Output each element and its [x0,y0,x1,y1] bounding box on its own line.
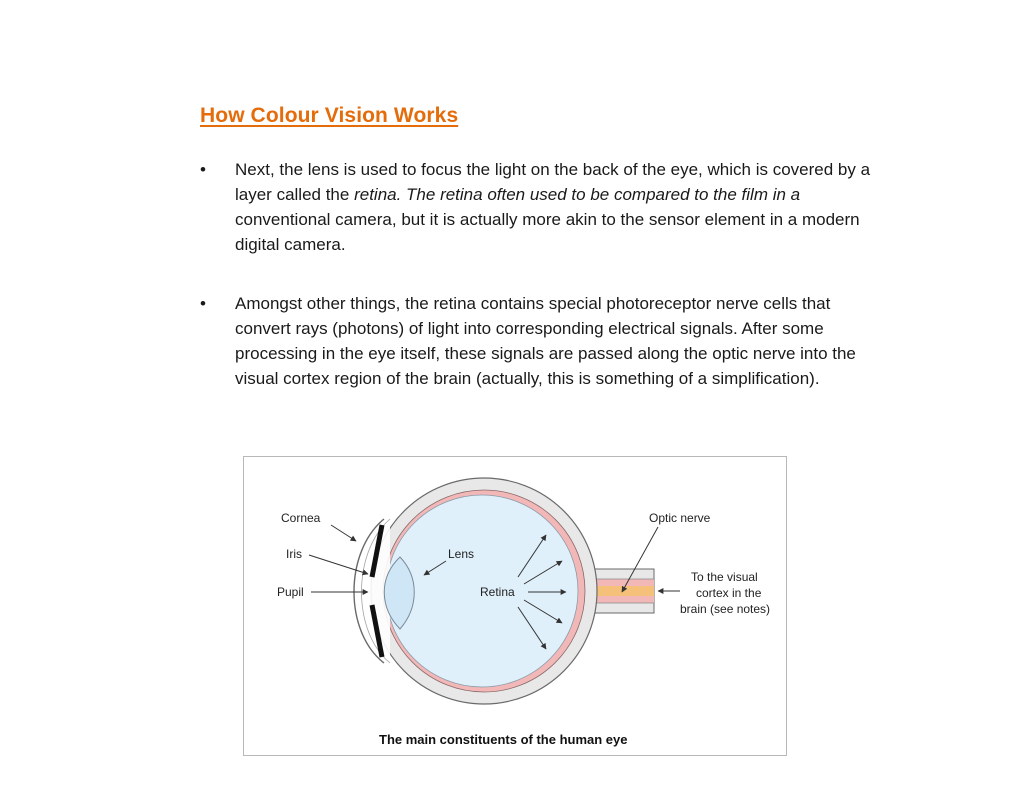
bullet-text [235,160,870,254]
label-brain-line3: brain (see notes) [680,602,771,616]
bullet-text-part: Next, the lens is used to focus the light on the back of the eye, which is covered by a layer called the [235,160,871,204]
figure-caption: The main constituents of the human eye [379,732,628,747]
label-brain-line1: To the visual [691,570,758,584]
label-brain-line2: cortex in the [696,586,762,600]
eye-diagram-figure [243,456,787,756]
label-optic-nerve: Optic nerve [649,511,711,525]
bullet-text [235,294,856,388]
bullet-marker: • [200,294,206,313]
bullet-marker: • [200,160,206,179]
bullet-list [200,157,880,425]
bullet-item [200,291,880,391]
bullet-text-italic: retina. The retina often used to be compared to the film in a [354,185,801,204]
label-pupil: Pupil [277,585,304,599]
bullet-text-part: conventional camera, but it is actually more akin to the sensor element in a modern digital camera. [235,210,860,254]
slide-title: How Colour Vision Works [200,104,459,127]
label-retina: Retina [480,585,515,599]
label-cornea: Cornea [281,511,321,525]
label-lens: Lens [448,547,475,561]
eye-diagram [244,457,788,757]
bullet-item [200,157,880,257]
label-iris: Iris [286,547,302,561]
bullet-text-part: Amongst other things, the retina contains special photoreceptor nerve cells that convert rays (photons) of light into corresponding electrical signals. After some processing in the eye itself, these signals are passed along the optic nerve into the visual cortex region of the brain (actually, this is something of a simplification). [235,294,856,388]
